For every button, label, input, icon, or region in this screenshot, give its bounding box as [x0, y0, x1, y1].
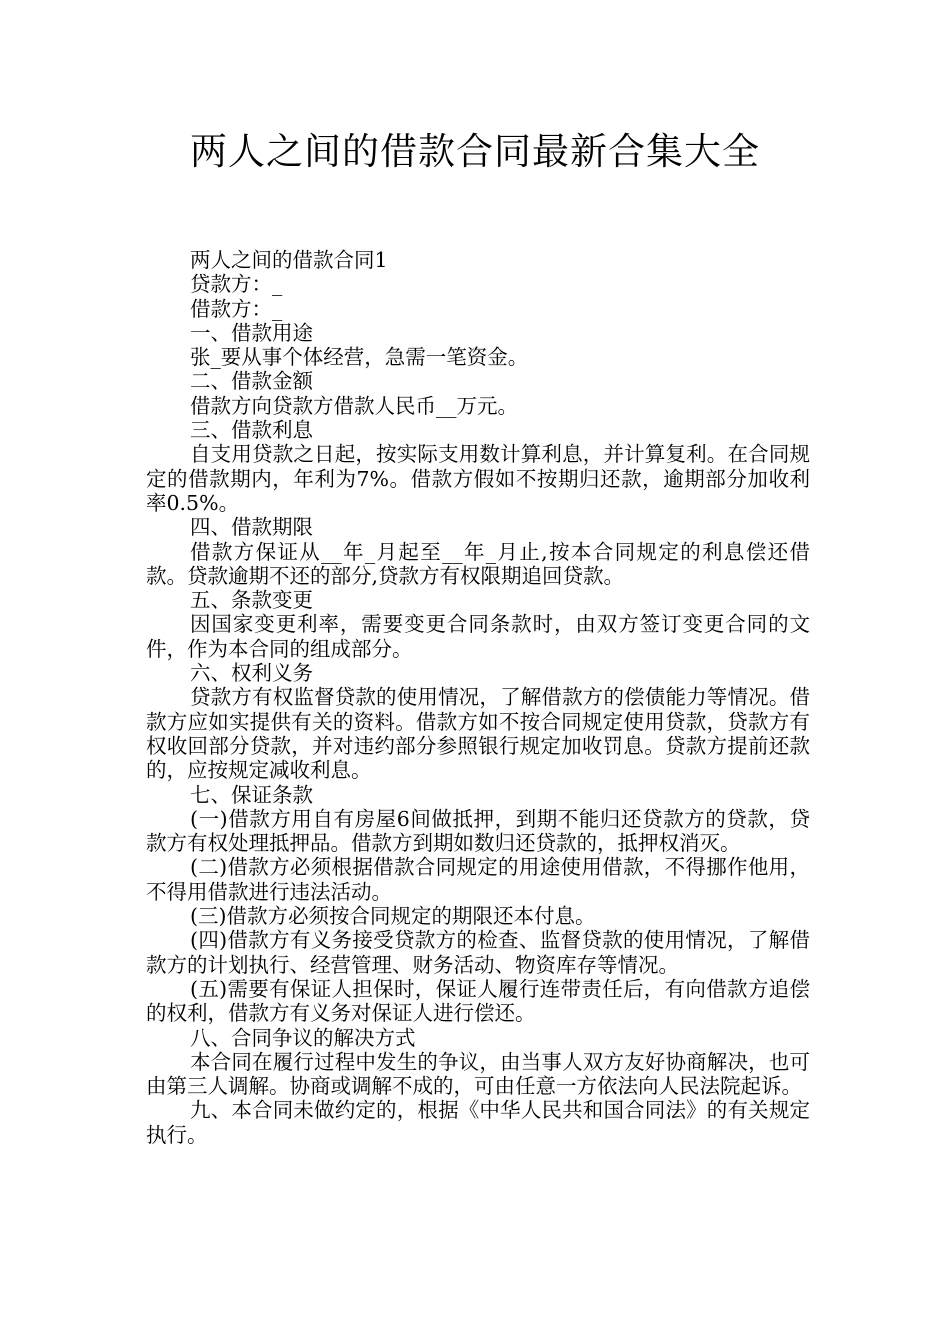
section-heading: 三、借款利息: [190, 418, 313, 443]
paragraph: 自支用贷款之日起，按实际支用数计算利息，并计算复利。在合同规定的借款期内，年利为7%。借款方假如不按期归还款，逾期部分加收利率0.5%。: [146, 442, 810, 515]
section-heading: 八、合同争议的解决方式: [190, 1025, 416, 1050]
paragraph: (四)借款方有义务接受贷款方的检查、监督贷款的使用情况，了解借款方的计划执行、经营管理、财务活动、物资库存等情况。: [146, 928, 810, 977]
paragraph: 借款方：_: [190, 296, 283, 321]
document-body: [146, 248, 810, 1147]
section-heading: 七、保证条款: [190, 782, 313, 807]
document-title: 两人之间的借款合同最新合集大全: [190, 130, 760, 173]
paragraph: 张_要从事个体经营，急需一笔资金。: [190, 345, 529, 370]
paragraph: 两人之间的借款合同1: [190, 248, 388, 272]
paragraph: (三)借款方必须按合同规定的期限还本付息。: [190, 904, 596, 929]
paragraph: 九、本合同未做约定的，根据《中华人民共和国合同法》的有关规定执行。: [146, 1098, 810, 1147]
paragraph: 本合同在履行过程中发生的争议，由当事人双方友好协商解决，也可由第三人调解。协商或调解不成的，可由任意一方依法向人民法院起诉。: [146, 1049, 810, 1099]
section-heading: 五、条款变更: [190, 588, 313, 613]
paragraph: 因国家变更利率，需要变更合同条款时，由双方签订变更合同的文件，作为本合同的组成部分。: [146, 612, 810, 661]
paragraph: 借款方向贷款方借款人民币__万元。: [190, 393, 518, 418]
section-heading: 四、借款期限: [190, 515, 313, 540]
section-heading: 六、权利义务: [190, 661, 313, 686]
paragraph: (五)需要有保证人担保时，保证人履行连带责任后，有向借款方追偿的权利，借款方有义务对保证人进行偿还。: [146, 976, 810, 1026]
paragraph: 贷款方：_: [190, 272, 283, 297]
section-heading: 二、借款金额: [190, 369, 313, 394]
section-heading: 一、借款用途: [190, 320, 313, 345]
paragraph: (一)借款方用自有房屋6间做抵押，到期不能归还贷款方的贷款，贷款方有权处理抵押品。借款方到期如数归还贷款的，抵押权消灭。: [146, 806, 810, 856]
paragraph: 借款方保证从__年_月起至__年_月止,按本合同规定的利息偿还借款。贷款逾期不还的部分,贷款方有权限期追回贷款。: [146, 539, 810, 588]
paragraph: (二)借款方必须根据借款合同规定的用途使用借款，不得挪作他用，不得用借款进行违法活动。: [146, 855, 810, 904]
paragraph: 贷款方有权监督贷款的使用情况，了解借款方的偿债能力等情况。借款方应如实提供有关的资料。借款方如不按合同规定使用贷款，贷款方有权收回部分贷款，并对违约部分参照银行规定加收罚息。贷款方提前还款的，应按规定减收利息。: [146, 685, 810, 783]
